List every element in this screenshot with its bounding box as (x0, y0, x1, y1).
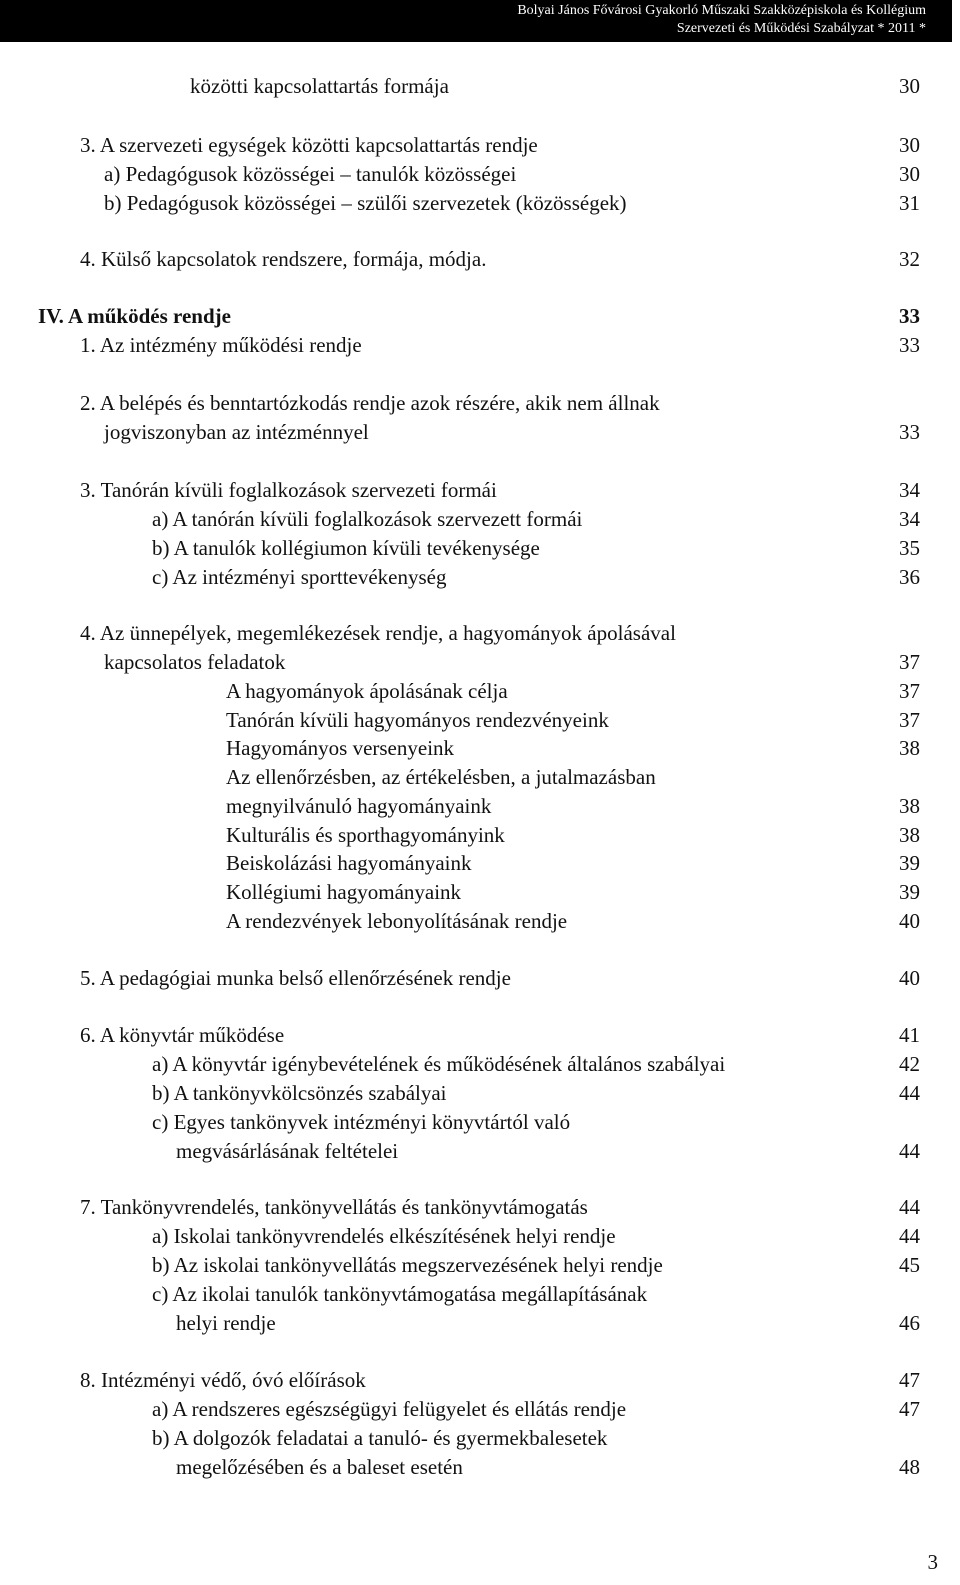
toc-line (104, 418, 920, 446)
toc-page-number: 42 (899, 1052, 920, 1076)
toc-line (226, 706, 920, 734)
toc-page-number: 30 (899, 74, 920, 98)
toc-line (226, 849, 920, 877)
toc-line (152, 534, 920, 562)
toc-entry-text: A hagyományok ápolásának célja (226, 679, 508, 703)
toc-page-number: 44 (899, 1195, 920, 1219)
toc-line (38, 302, 920, 330)
toc-entry-text: c) Az ikolai tanulók tankönyvtámogatása megállapításának (152, 1282, 648, 1306)
toc-entry-text: A rendezvények lebonyolításának rendje (226, 909, 568, 933)
toc-line (190, 72, 920, 100)
toc-page-number: 34 (899, 507, 920, 531)
toc-line (152, 1424, 920, 1452)
toc-entry-text: 6. A könyvtár működése (80, 1023, 285, 1047)
page-header (0, 0, 952, 42)
toc-page-number: 37 (899, 708, 920, 732)
toc-line (152, 563, 920, 591)
toc-line (152, 1079, 920, 1107)
toc-line (80, 389, 920, 417)
toc-line (226, 677, 920, 705)
toc-entry-text: Kollégiumi hagyományaink (226, 880, 462, 904)
toc-line (80, 476, 920, 504)
toc-page-number: 33 (899, 420, 920, 444)
toc-line (226, 878, 920, 906)
toc-page-number: 35 (899, 536, 920, 560)
toc-entry-text: c) Egyes tankönyvek intézményi könyvtártól való (152, 1110, 571, 1134)
toc-page-number: 44 (899, 1224, 920, 1248)
toc-entry-text: a) A könyvtár igénybevételének és működésének általános szabályai (152, 1052, 726, 1076)
toc-line (80, 245, 920, 273)
toc-page-number: 30 (899, 162, 920, 186)
toc-entry-text: b) A tanulók kollégiumon kívüli tevékenysége (152, 536, 540, 560)
page-number: 3 (927, 1550, 938, 1574)
toc-line (80, 1366, 920, 1394)
toc-entry-text: b) A dolgozók feladatai a tanuló- és gyermekbalesetek (152, 1426, 608, 1450)
toc-page-number: 41 (899, 1023, 920, 1047)
toc-entry-text: Az ellenőrzésben, az értékelésben, a jutalmazásban (226, 765, 656, 789)
toc-entry-text: megvásárlásának feltételei (176, 1139, 399, 1163)
toc-entry-text: a) A rendszeres egészségügyi felügyelet és ellátás rendje (152, 1397, 627, 1421)
toc-entry-text: közötti kapcsolattartás formája (190, 74, 449, 98)
toc-page-number: 36 (899, 565, 920, 589)
toc-page-number: 37 (899, 679, 920, 703)
toc-page-number: 37 (899, 650, 920, 674)
toc-page-number: 34 (899, 478, 920, 502)
toc-entry-text: 3. Tanórán kívüli foglalkozások szervezeti formái (80, 478, 497, 502)
toc-page-number: 30 (899, 133, 920, 157)
toc-entry-text: megelőzésében és a baleset esetén (176, 1455, 463, 1479)
toc-line (152, 1251, 920, 1279)
toc-entry-text: 1. Az intézmény működési rendje (80, 333, 362, 357)
toc-page-number: 38 (899, 736, 920, 760)
toc-entry-text: 5. A pedagógiai munka belső ellenőrzésének rendje (80, 966, 511, 990)
toc-line (176, 1453, 920, 1481)
toc-entry-text: a) A tanórán kívüli foglalkozások szervezett formái (152, 507, 583, 531)
toc-page-number: 48 (899, 1455, 920, 1479)
toc-page-number: 39 (899, 851, 920, 875)
toc-entry-text: Beiskolázási hagyományaink (226, 851, 472, 875)
toc-entry-text: jogviszonyban az intézménnyel (104, 420, 369, 444)
toc-page-number: 44 (899, 1139, 920, 1163)
toc-page-number: 38 (899, 823, 920, 847)
toc-page-number: 39 (899, 880, 920, 904)
toc-entry-text: 3. A szervezeti egységek közötti kapcsolattartás rendje (80, 133, 538, 157)
toc-line (226, 907, 920, 935)
toc-entry-text: a) Iskolai tankönyvrendelés elkészítésének helyi rendje (152, 1224, 616, 1248)
toc-entry-text: 8. Intézményi védő, óvó előírások (80, 1368, 366, 1392)
toc-entry-text: Kulturális és sporthagyományink (226, 823, 505, 847)
toc-line (152, 1222, 920, 1250)
toc-entry-text: b) Az iskolai tankönyvellátás megszervezésének helyi rendje (152, 1253, 663, 1277)
toc-entry-text: 7. Tankönyvrendelés, tankönyvellátás és tankönyvtámogatás (80, 1195, 588, 1219)
toc-entry-text: Hagyományos versenyeink (226, 736, 455, 760)
toc-page-number: 38 (899, 794, 920, 818)
toc-line (80, 331, 920, 359)
toc-page-number: 33 (899, 304, 920, 328)
toc-entry-text: megnyilvánuló hagyományaink (226, 794, 492, 818)
toc-line (152, 1050, 920, 1078)
toc-page-number: 45 (899, 1253, 920, 1277)
toc-line (104, 189, 920, 217)
toc-line (80, 1193, 920, 1221)
toc-page-number: 46 (899, 1311, 920, 1335)
toc-page-number: 31 (899, 191, 920, 215)
toc-line (176, 1137, 920, 1165)
toc-line (226, 734, 920, 762)
toc-line (152, 1280, 920, 1308)
toc-entry-text: a) Pedagógusok közösségei – tanulók közösségei (104, 162, 517, 186)
toc-line (152, 505, 920, 533)
toc-line (80, 1021, 920, 1049)
toc-entry-text: b) A tankönyvkölcsönzés szabályai (152, 1081, 447, 1105)
toc-entry-text: 4. Külső kapcsolatok rendszere, formája, módja. (80, 247, 487, 271)
toc-line (80, 619, 920, 647)
toc-entry-text: Tanórán kívüli hagyományos rendezvényeink (226, 708, 609, 732)
toc-page-number: 32 (899, 247, 920, 271)
toc-page-number: 40 (899, 966, 920, 990)
toc-entry-text: helyi rendje (176, 1311, 276, 1335)
toc-entry-text: kapcsolatos feladatok (104, 650, 286, 674)
toc-page-number: 44 (899, 1081, 920, 1105)
toc-entry-text: 2. A belépés és benntartózkodás rendje azok részére, akik nem állnak (80, 391, 660, 415)
toc-entry-text: IV. A működés rendje (38, 304, 231, 328)
toc-entry-text: c) Az intézményi sporttevékenység (152, 565, 447, 589)
toc-line (226, 763, 920, 791)
toc-entry-text: b) Pedagógusok közösségei – szülői szervezetek (közösségek) (104, 191, 627, 215)
header-school-name: Bolyai János Fővárosi Gyakorló Műszaki Szakközépiskola és Kollégium (517, 3, 926, 18)
toc-line (176, 1309, 920, 1337)
toc-line (152, 1395, 920, 1423)
toc-line (80, 964, 920, 992)
toc-line (104, 160, 920, 188)
toc-line (226, 821, 920, 849)
toc-page-number: 47 (899, 1397, 920, 1421)
toc-page-number: 33 (899, 333, 920, 357)
toc-page-number: 40 (899, 909, 920, 933)
toc-line (104, 648, 920, 676)
toc-page-number: 47 (899, 1368, 920, 1392)
toc-line (152, 1108, 920, 1136)
toc-entry-text: 4. Az ünnepélyek, megemlékezések rendje, a hagyományok ápolásával (80, 621, 676, 645)
header-document-title: Szervezeti és Működési Szabályzat * 2011 * (676, 21, 926, 36)
toc-line (226, 792, 920, 820)
toc-line (80, 131, 920, 159)
